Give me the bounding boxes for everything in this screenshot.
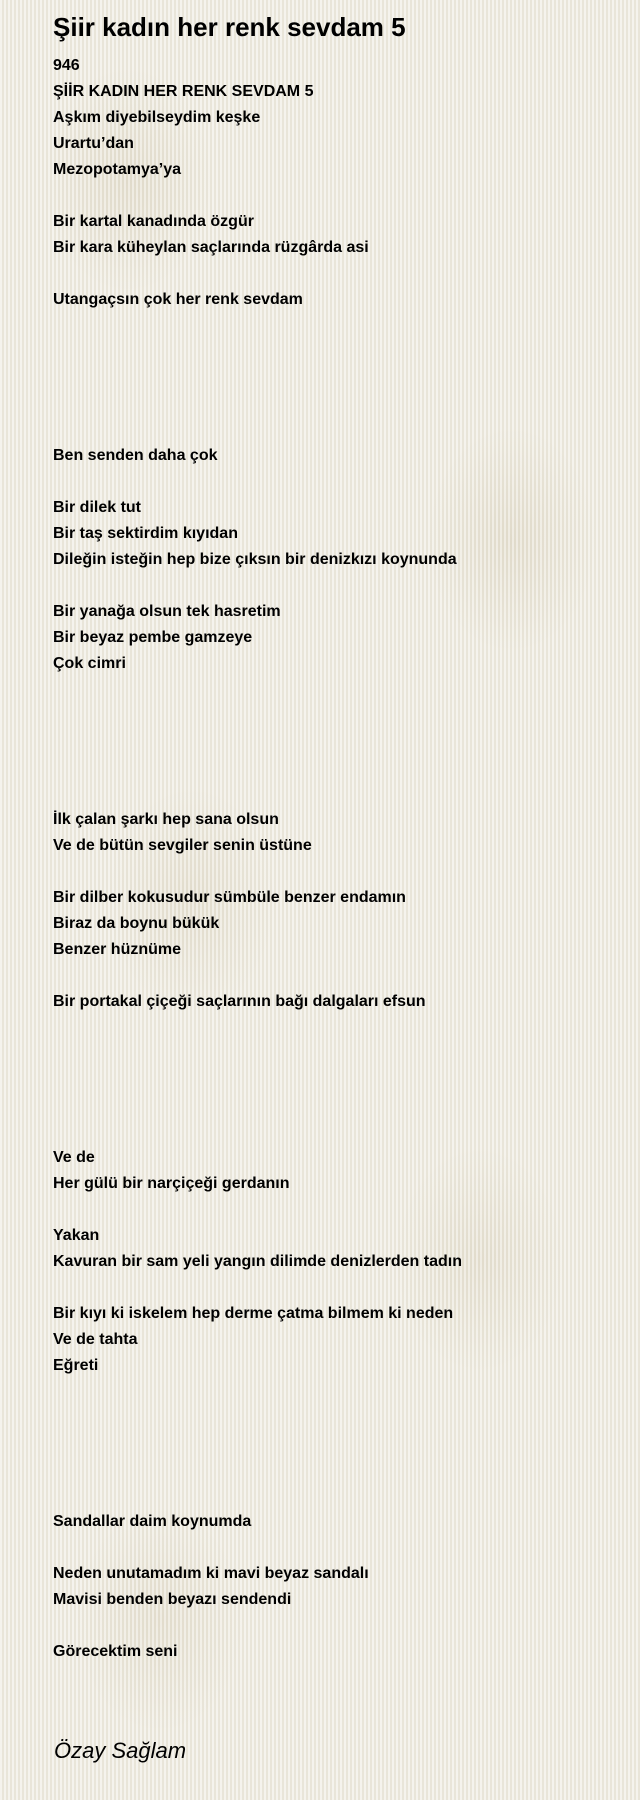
poem-line: Aşkım diyebilseydim keşke	[53, 109, 261, 126]
poem-line: Neden unutamadım ki mavi beyaz sandalı	[53, 1565, 369, 1582]
stanza-gap	[53, 1093, 633, 1119]
poem-line: Bir beyaz pembe gamzeye	[53, 629, 253, 646]
poem-line: Bir portakal çiçeği saçlarının bağı dalgaları efsun	[53, 993, 426, 1010]
poem-line: Bir kara küheylan saçlarında rüzgârda asi	[53, 239, 369, 256]
poem-line: Ben senden daha çok	[53, 447, 218, 464]
stanza-gap	[53, 1015, 633, 1041]
poem-line: Yakan	[53, 1227, 100, 1244]
stanza-gap	[53, 339, 633, 365]
stanza-gap	[53, 1483, 633, 1509]
poem-line: Bir dilber kokusudur sümbüle benzer endamın	[53, 889, 406, 906]
stanza-gap	[53, 677, 633, 703]
stanza-gap	[53, 755, 633, 781]
stanza-gap	[53, 417, 633, 443]
poem-line: Bir yanağa olsun tek hasretim	[53, 603, 281, 620]
poem-line: Ve de bütün sevgiler senin üstüne	[53, 837, 312, 854]
stanza-gap	[53, 183, 633, 209]
poem-line: Urartu’dan	[53, 135, 134, 152]
stanza-gap	[53, 261, 633, 287]
poem-line: ŞİİR KADIN HER RENK SEVDAM 5	[53, 83, 314, 100]
stanza-gap	[53, 365, 633, 391]
stanza-gap	[53, 1405, 633, 1431]
stanza-gap	[53, 781, 633, 807]
poem-line: Bir taş sektirdim kıyıdan	[53, 525, 238, 542]
poem-line: Sandallar daim koynumda	[53, 1513, 252, 1530]
stanza-gap	[53, 391, 633, 417]
poem-line: Mezopotamya’ya	[53, 161, 182, 178]
poem-line: Dileğin isteğin hep bize çıksın bir denizkızı koynunda	[53, 551, 457, 568]
stanza-gap	[53, 1457, 633, 1483]
stanza-gap	[53, 1041, 633, 1067]
stanza-gap	[53, 313, 633, 339]
poem-line: Biraz da boynu bükük	[53, 915, 220, 932]
stanza-gap	[53, 1197, 633, 1223]
stanza-gap	[53, 1119, 633, 1145]
stanza-gap	[53, 1067, 633, 1093]
poem-line: Her gülü bir narçiçeği gerdanın	[53, 1175, 290, 1192]
stanza-gap	[53, 1275, 633, 1301]
poem-line: Çok cimri	[53, 655, 126, 672]
poem-body	[53, 53, 633, 1665]
stanza-gap	[53, 469, 633, 495]
poem-line: 946	[53, 57, 80, 74]
stanza-gap	[53, 703, 633, 729]
stanza-gap	[53, 1613, 633, 1639]
poem-line: Ve de tahta	[53, 1331, 138, 1348]
stanza-gap	[53, 1535, 633, 1561]
poem-line: Bir kıyı ki iskelem hep derme çatma bilmem ki neden	[53, 1305, 454, 1322]
poem-title: Şiir kadın her renk sevdam 5	[53, 12, 406, 42]
poem-line: Benzer hüznüme	[53, 941, 182, 958]
poem-author: Özay Sağlam	[54, 1738, 187, 1763]
stanza-gap	[53, 1379, 633, 1405]
poem-line: Kavuran bir sam yeli yangın dilimde denizlerden tadın	[53, 1253, 462, 1270]
poem-line: Görecektim seni	[53, 1643, 178, 1660]
poem-line: Mavisi benden beyazı sendendi	[53, 1591, 292, 1608]
poem-line: Ve de	[53, 1149, 95, 1166]
stanza-gap	[53, 859, 633, 885]
poem-line: Eğreti	[53, 1357, 99, 1374]
poem-line: İlk çalan şarkı hep sana olsun	[53, 811, 279, 828]
stanza-gap	[53, 573, 633, 599]
stanza-gap	[53, 1431, 633, 1457]
poem-line: Bir kartal kanadında özgür	[53, 213, 254, 230]
stanza-gap	[53, 963, 633, 989]
stanza-gap	[53, 729, 633, 755]
poem-line: Utangaçsın çok her renk sevdam	[53, 291, 303, 308]
poem-line: Bir dilek tut	[53, 499, 142, 516]
